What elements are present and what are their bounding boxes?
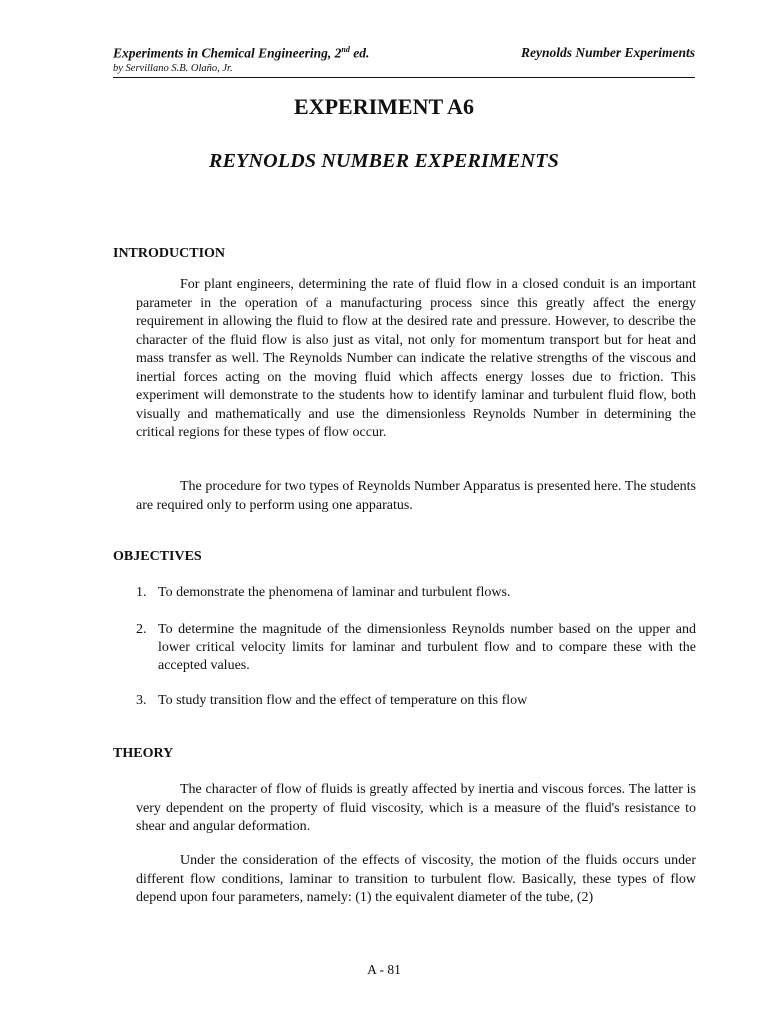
list-item-text: To demonstrate the phenomena of laminar and turbulent flows. <box>158 585 511 600</box>
introduction-paragraph-1: For plant engineers, determining the rate of fluid flow in a closed conduit is an important parameter in the operation of a manufacturing process since this greatly affect the energy requirement in allowing the fluid to flow at the desired rate and pressure. However, to describe the character of the fluid flow is also just as vital, not only for momentum transport but for heat and mass transfer as well. The Reynolds Number can indicate the relative strengths of the viscous and inertial forces acting on the moving fluid which affects energy losses due to friction. This experiment will demonstrate to the students how to identify laminar and turbulent fluid flow, both visually and mathematically and use the dimensionless Reynolds Number in determining the critical regions for these types of flow occur. <box>136 277 696 440</box>
theory-paragraph-2: Under the consideration of the effects of viscosity, the motion of the fluids occurs under different flow conditions, laminar to transition to turbulent flow. Basically, these types of flow depend upon four parameters, namely: (1) the equivalent diameter of the tube, (2) <box>136 853 696 905</box>
edition-superscript: nd <box>341 45 350 54</box>
book-title: Experiments in Chemical Engineering, 2nd ed. <box>113 45 370 61</box>
introduction-heading: INTRODUCTION <box>113 246 226 261</box>
theory-heading: THEORY <box>113 746 174 761</box>
experiment-title: EXPERIMENT A6 <box>294 94 474 119</box>
list-item-text: To determine the magnitude of the dimensionless Reynolds number based on the upper and lower critical velocity limits for laminar and turbulent flow and to compare these with the accepted values. <box>158 622 696 673</box>
list-item-text: To study transition flow and the effect of temperature on this flow <box>158 693 528 708</box>
list-item-number: 3. <box>136 693 147 708</box>
theory-paragraph-1: The character of flow of fluids is greatly affected by inertia and viscous forces. The latter is very dependent on the property of fluid viscosity, which is a measure of the fluid's resistance to shear and angular deformation. <box>136 782 696 834</box>
chapter-title: Reynolds Number Experiments <box>520 45 695 60</box>
list-item-number: 2. <box>136 622 147 637</box>
header-rule <box>113 77 695 78</box>
introduction-paragraph-2: The procedure for two types of Reynolds Number Apparatus is presented here. The students are required only to perform using one apparatus. <box>136 479 696 513</box>
page-number: A - 81 <box>367 962 401 977</box>
author-line: by Servillano S.B. Olaño, Jr. <box>113 63 233 74</box>
experiment-subtitle: REYNOLDS NUMBER EXPERIMENTS <box>209 150 559 172</box>
list-item-number: 1. <box>136 585 147 600</box>
objectives-heading: OBJECTIVES <box>113 549 202 564</box>
running-header <box>113 45 695 79</box>
